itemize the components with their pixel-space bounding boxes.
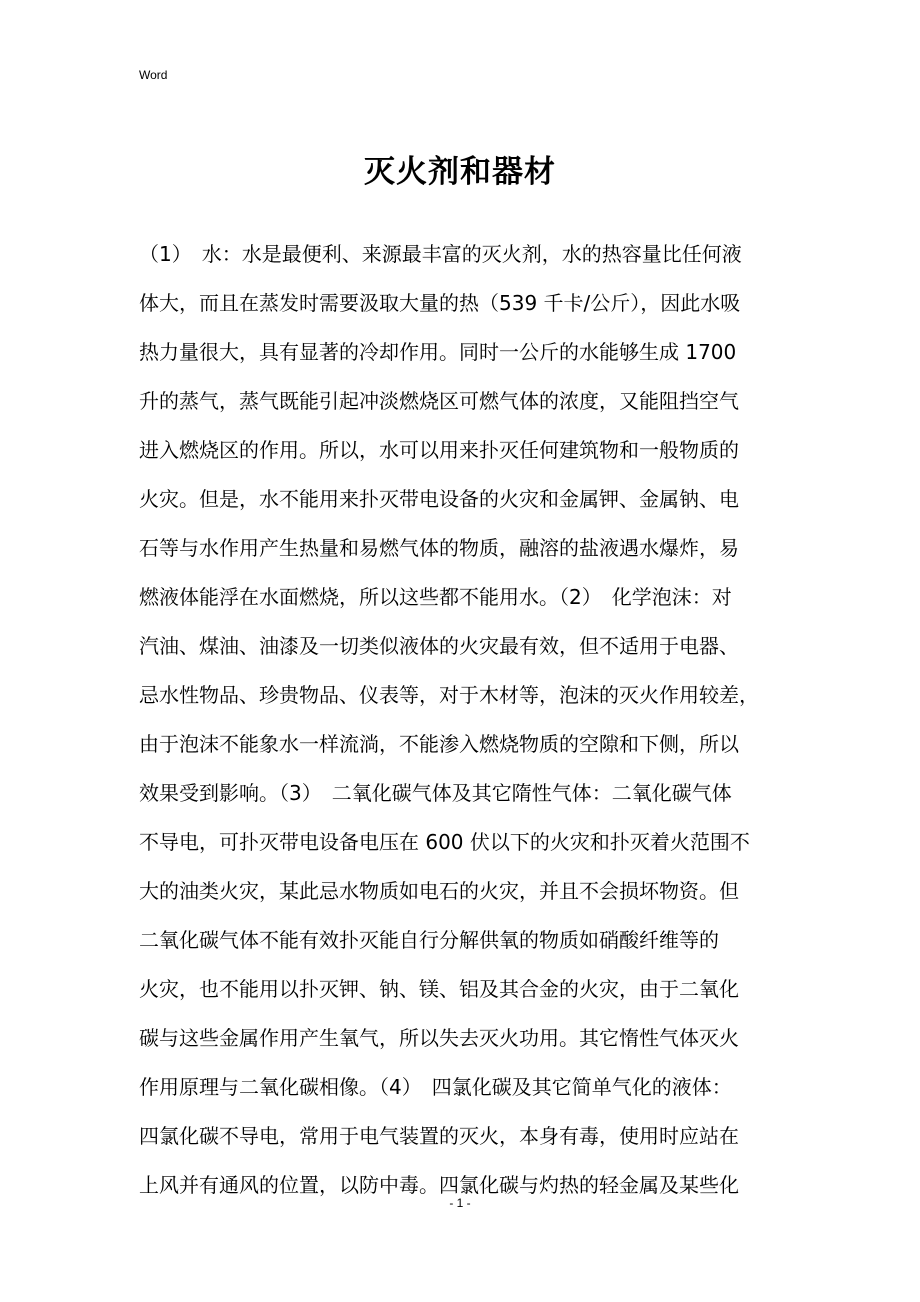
text-line: 热力量很大，具有显著的冷却作用。同时一公斤的水能够生成 1700 [139,340,737,364]
text-line: 火灾，也不能用以扑灭钾、钠、镁、铝及其合金的火灾，由于二氧化 [139,977,739,1001]
text-line: 大的油类火灾，某此忌水物质如电石的火灾，并且不会损坏物资。但 [139,879,739,903]
text-line: 升的蒸气，蒸气既能引起冲淡燃烧区可燃气体的浓度，又能阻挡空气 [139,389,739,413]
text-line: 二氧化碳气体不能有效扑灭能自行分解供氧的物质如硝酸纤维等的 [139,928,719,952]
text-line: 作用原理与二氧化碳相像。（4） 四氯化碳及其它简单气化的液体： [139,1075,732,1099]
text-line: 上风并有通风的位置，以防中毒。四氯化碳与灼热的轻金属及某些化 [139,1173,739,1197]
text-line: 由于泡沫不能象水一样流淌，不能渗入燃烧物质的空隙和下侧，所以 [139,732,739,756]
text-line: 汽油、煤油、油漆及一切类似液体的火灾最有效，但不适用于电器、 [139,634,739,658]
text-line: 火灾。但是，水不能用来扑灭带电设备的火灾和金属钾、金属钠、电 [139,487,739,511]
page-number: - 1 - [449,1196,471,1210]
text-line: 石等与水作用产生热量和易燃气体的物质，融溶的盐液遇水爆炸，易 [139,536,739,560]
text-line: 四氯化碳不导电，常用于电气装置的灭火，本身有毒，使用时应站在 [139,1124,739,1148]
text-line: 不导电，可扑灭带电设备电压在 600 伏以下的火灾和扑灭着火范围不 [139,830,750,854]
document-title: 灭火剂和器材 [364,154,556,190]
text-line: （1） 水：水是最便利、来源最丰富的灭火剂，水的热容量比任何液 [139,242,742,266]
header-label: Word [139,68,168,82]
text-line: 忌水性物品、珍贵物品、仪表等，对于木材等，泡沫的灭火作用较差， [139,683,759,707]
text-line: 进入燃烧区的作用。所以，水可以用来扑灭任何建筑物和一般物质的 [139,438,739,462]
text-line: 碳与这些金属作用产生氧气，所以失去灭火功用。其它惰性气体灭火 [139,1026,739,1050]
text-line: 燃液体能浮在水面燃烧，所以这些都不能用水。（2） 化学泡沫：对 [139,585,732,609]
text-line: 体大，而且在蒸发时需要汲取大量的热（539 千卡/公斤），因此水吸 [139,291,741,315]
body-text [139,230,789,1210]
text-line: 效果受到影响。（3） 二氧化碳气体及其它隋性气体：二氧化碳气体 [139,781,732,805]
